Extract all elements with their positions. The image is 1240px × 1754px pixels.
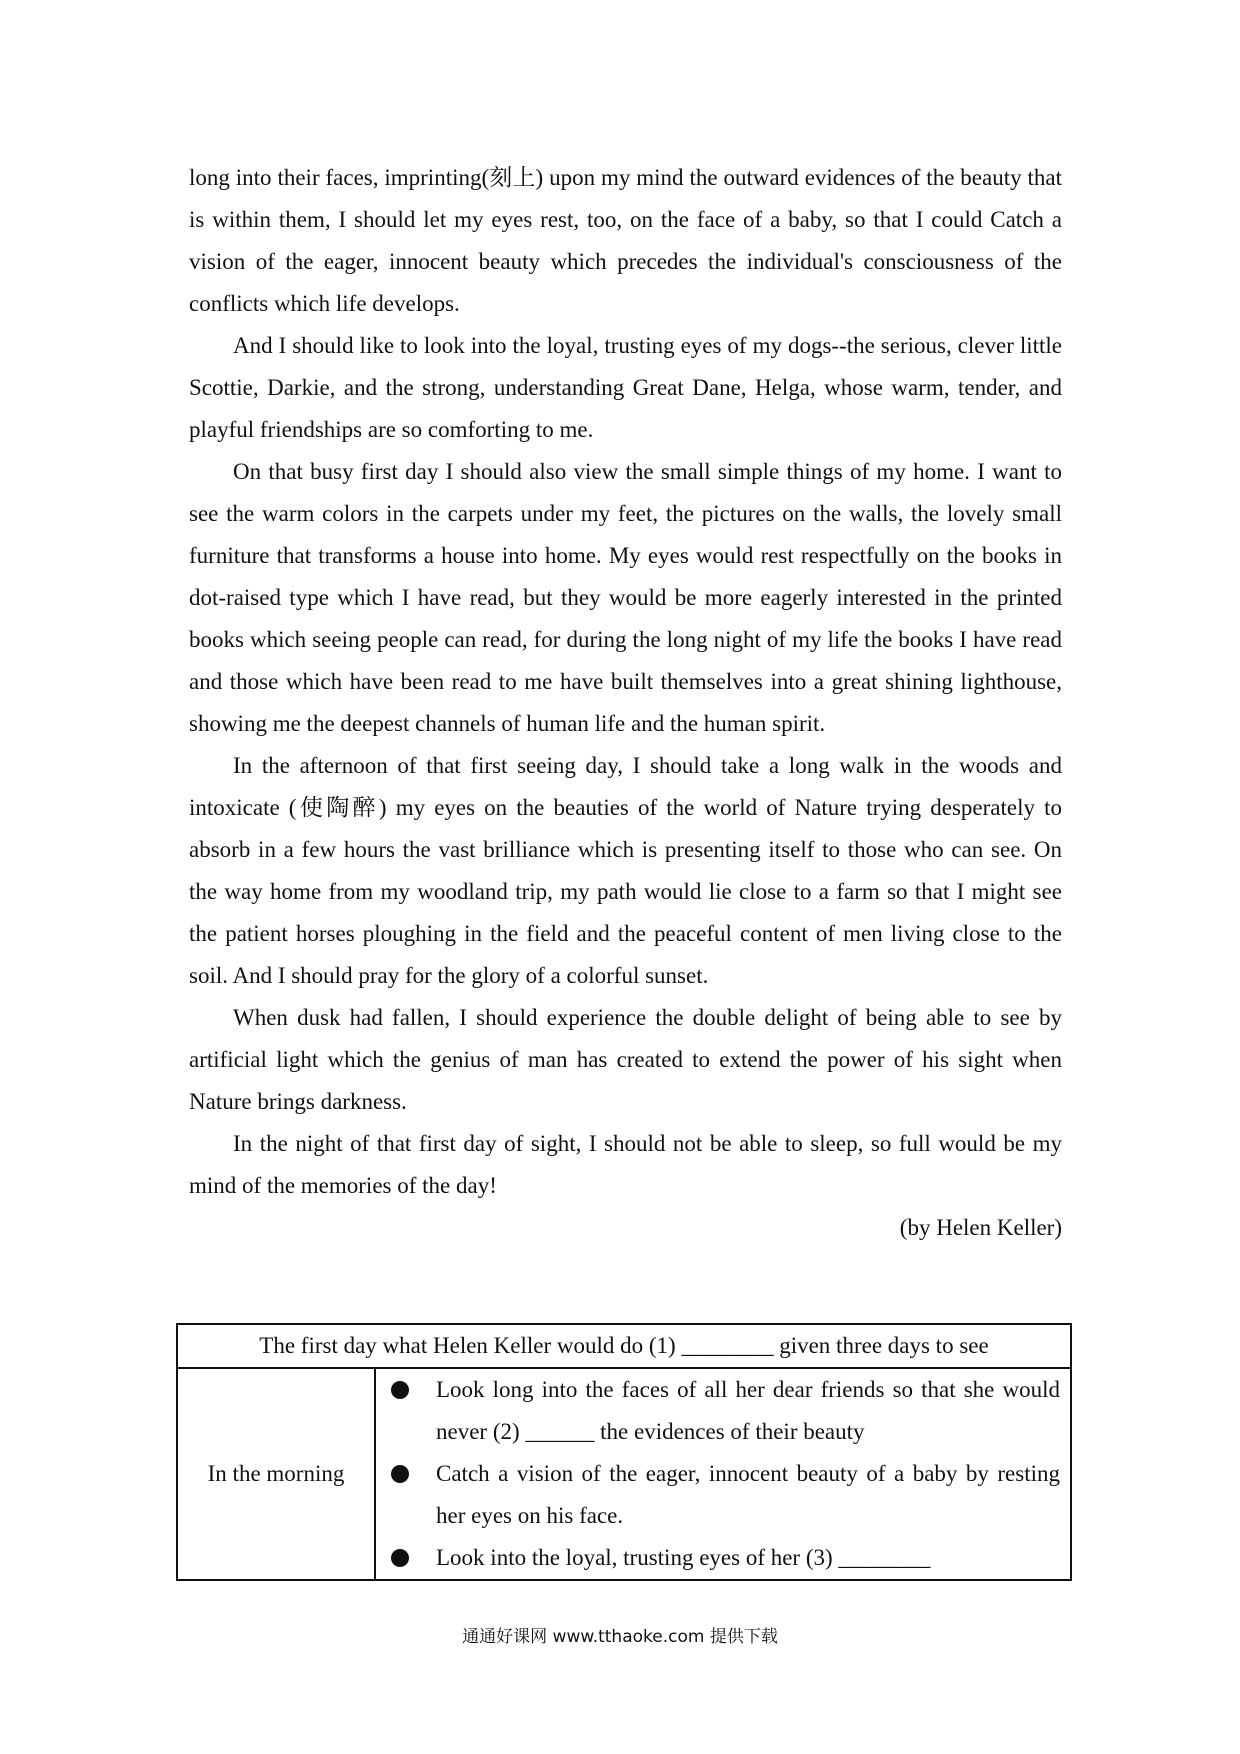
- paragraph-dusk: When dusk had fallen, I should experience the double delight of being able to see by artificial light which the genius of man has created to extend the power of his sight when Nature brings darkness.: [189, 1005, 1062, 1114]
- bullet-icon: [391, 1381, 409, 1399]
- paragraph-continuation: long into their faces, imprinting(刻上) upon my mind the outward evidences of the beauty that is within them, I should let my eyes rest, too, on the face of a baby, so that I could Catch a vision of the eager, innocent beauty which precedes the individual's consciousness of the conflicts which life develops.: [189, 165, 1062, 316]
- bullet-list: [376, 1369, 1070, 1579]
- bullet-text: Catch a vision of the eager, innocent beauty of a baby by resting her eyes on his face.: [436, 1461, 1060, 1528]
- bullet-text: Look into the loyal, trusting eyes of her (3) ________: [436, 1545, 931, 1570]
- paragraph-afternoon: In the afternoon of that first seeing day, I should take a long walk in the woods and intoxicate (使陶醉) my eyes on the beauties of the world of Nature trying desperately to absorb in a few hours the vast brilliance which is presenting itself to those who can see. On the way home from my woodland trip, my path would lie close to a farm so that I might see the patient horses ploughing in the field and the peaceful content of men living close to the soil. And I should pray for the glory of a colorful sunset.: [189, 753, 1062, 988]
- page-footer: 通通好课网 www.tthaoke.com 提供下载: [462, 1627, 778, 1647]
- table-row: [177, 1368, 1071, 1580]
- summary-table: [176, 1323, 1072, 1581]
- passage-body: [189, 157, 1062, 1249]
- bullet-icon: [391, 1465, 409, 1483]
- paragraph-night: In the night of that first day of sight, I should not be able to sleep, so full would be my mind of the memories of the day!: [189, 1131, 1062, 1198]
- bullet-icon: [391, 1549, 409, 1567]
- table-heading-row: [177, 1324, 1071, 1368]
- list-item: [376, 1453, 1070, 1537]
- table-heading: The first day what Helen Keller would do (1) ________ given three days to see: [177, 1324, 1071, 1368]
- paragraph-home: On that busy first day I should also view the small simple things of my home. I want to see the warm colors in the carpets under my feet, the pictures on the walls, the lovely small furniture that transforms a house into home. My eyes would rest respectfully on the books in dot-raised type which I have read, but they would be more eagerly interested in the printed books which seeing people can read, for during the long night of my life the books I have read and those which have been read to me have built themselves into a great shining lighthouse, showing me the deepest channels of human life and the human spirit.: [189, 459, 1062, 736]
- list-item: [376, 1369, 1070, 1453]
- row-label-morning: In the morning: [177, 1368, 375, 1580]
- author-attribution: (by Helen Keller): [899, 1215, 1062, 1240]
- bullet-cell: [375, 1368, 1071, 1580]
- list-item: [376, 1537, 1070, 1579]
- paragraph-dogs: And I should like to look into the loyal, trusting eyes of my dogs--the serious, clever little Scottie, Darkie, and the strong, understanding Great Dane, Helga, whose warm, tender, and playful friendships are so comforting to me.: [189, 333, 1062, 442]
- bullet-text: Look long into the faces of all her dear friends so that she would never (2) ______ the evidences of their beauty: [436, 1377, 1060, 1444]
